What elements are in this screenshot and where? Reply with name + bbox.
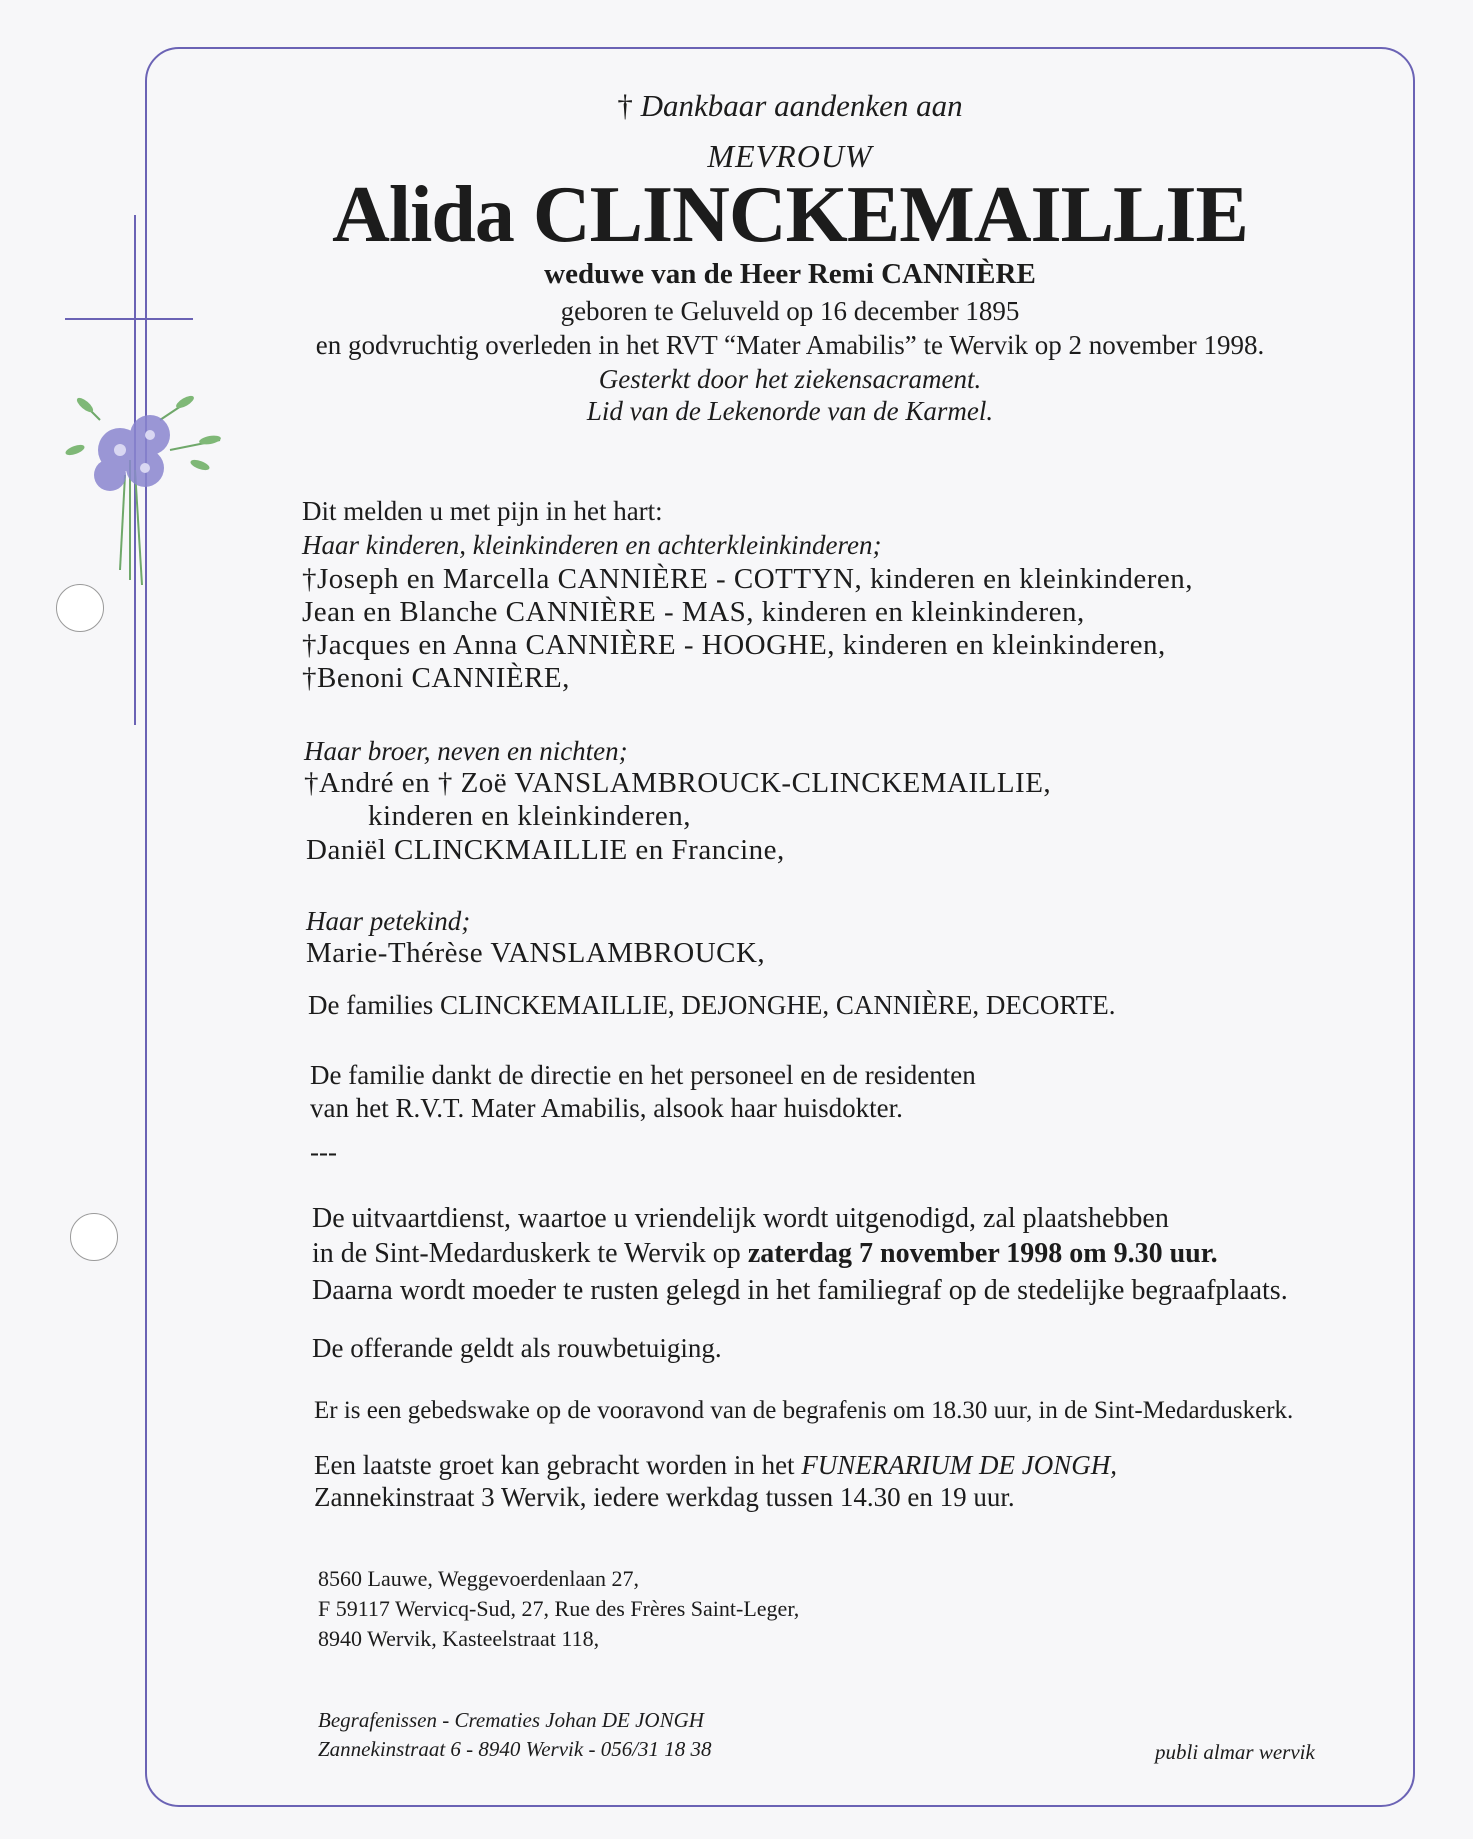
funeral-date: zaterdag 7 november 1998 om 9.30 uur. xyxy=(747,1238,1218,1269)
member-line: Lid van de Lekenorde van de Karmel. xyxy=(586,396,994,426)
children-heading: Haar kinderen, kleinkinderen en achterkleinkinderen; xyxy=(302,530,882,560)
vigil-line: Er is een gebedswake op de vooravond van de begrafenis om 18.30 uur, in de Sint-Medarduskerk. xyxy=(314,1397,1294,1424)
greeting-line: Een laatste groet kan gebracht worden in het FUNERARIUM DE JONGH, xyxy=(314,1450,1117,1480)
deceased-name: Alida CLINCKEMAILLIE xyxy=(332,171,1248,259)
undertaker-address: Zannekinstraat 6 - 8940 Wervik - 056/31 18 38 xyxy=(318,1737,712,1761)
funeral-line: in de Sint-Medarduskerk te Wervik op zaterdag 7 november 1998 om 9.30 uur. xyxy=(312,1238,1218,1269)
family-intro: Dit melden u met pijn in het hart: xyxy=(302,496,663,526)
printer-credit: publi almar wervik xyxy=(1155,1740,1315,1764)
siblings-heading: Haar broer, neven en nichten; xyxy=(304,736,628,766)
cross-horizontal xyxy=(65,318,193,320)
address-line: 8560 Lauwe, Weggevoerdenlaan 27, xyxy=(318,1566,639,1591)
separator: --- xyxy=(310,1137,337,1167)
death-line: en godvruchtig overleden in het RVT “Mater Amabilis” te Wervik op 2 november 1998. xyxy=(315,330,1265,360)
remembrance-line: † Dankbaar aandenken aan xyxy=(617,88,963,123)
undertaker-name: Begrafenissen - Crematies Johan DE JONGH xyxy=(318,1708,704,1732)
birth-line: geboren te Geluveld op 16 december 1895 xyxy=(560,296,1020,326)
offering-line: De offerande geldt als rouwbetuiging. xyxy=(312,1333,722,1363)
funeral-line: Daarna wordt moeder te rusten gelegd in het familiegraf op de stedelijke begraafplaats. xyxy=(312,1275,1288,1306)
punch-hole-bottom xyxy=(70,1213,118,1261)
child-line: †Jacques en Anna CANNIÈRE - HOOGHE, kinderen en kleinkinderen, xyxy=(302,629,1166,661)
sibling-line: kinderen en kleinkinderen, xyxy=(368,800,692,832)
families-line: De families CLINCKEMAILLIE, DEJONGHE, CANNIÈRE, DECORTE. xyxy=(308,990,1116,1020)
cross-icon: † xyxy=(617,88,641,123)
address-line: F 59117 Wervicq-Sud, 27, Rue des Frères Saint-Leger, xyxy=(318,1596,800,1621)
godchild-line: Marie-Thérèse VANSLAMBROUCK, xyxy=(306,937,766,969)
child-line: †Joseph en Marcella CANNIÈRE - COTTYN, kinderen en kleinkinderen, xyxy=(302,563,1193,595)
funeral-line: De uitvaartdienst, waartoe u vriendelijk wordt uitgenodigd, zal plaatshebben xyxy=(312,1203,1169,1234)
child-line: †Benoni CANNIÈRE, xyxy=(302,662,570,694)
title-prefix: MEVROUW xyxy=(707,138,873,174)
funerarium-name: FUNERARIUM DE JONGH, xyxy=(801,1450,1117,1480)
sibling-line: †André en † Zoë VANSLAMBROUCK-CLINCKEMAILLIE, xyxy=(304,767,1052,799)
thanks-line: van het R.V.T. Mater Amabilis, alsook haar huisdokter. xyxy=(310,1093,903,1123)
flower-bouquet-icon xyxy=(60,380,230,590)
child-line: Jean en Blanche CANNIÈRE - MAS, kinderen en kleinkinderen, xyxy=(302,596,1085,628)
punch-hole-top xyxy=(56,584,104,632)
greeting-line: Zannekinstraat 3 Wervik, iedere werkdag tussen 14.30 en 19 uur. xyxy=(314,1482,1015,1512)
sacrament-line: Gesterkt door het ziekensacrament. xyxy=(598,364,982,394)
sibling-line: Daniël CLINCKMAILLIE en Francine, xyxy=(306,834,785,866)
thanks-line: De familie dankt de directie en het personeel en de residenten xyxy=(310,1060,976,1090)
godchild-heading: Haar petekind; xyxy=(306,906,471,936)
widow-of: weduwe van de Heer Remi CANNIÈRE xyxy=(544,258,1036,290)
address-line: 8940 Wervik, Kasteelstraat 118, xyxy=(318,1626,600,1651)
